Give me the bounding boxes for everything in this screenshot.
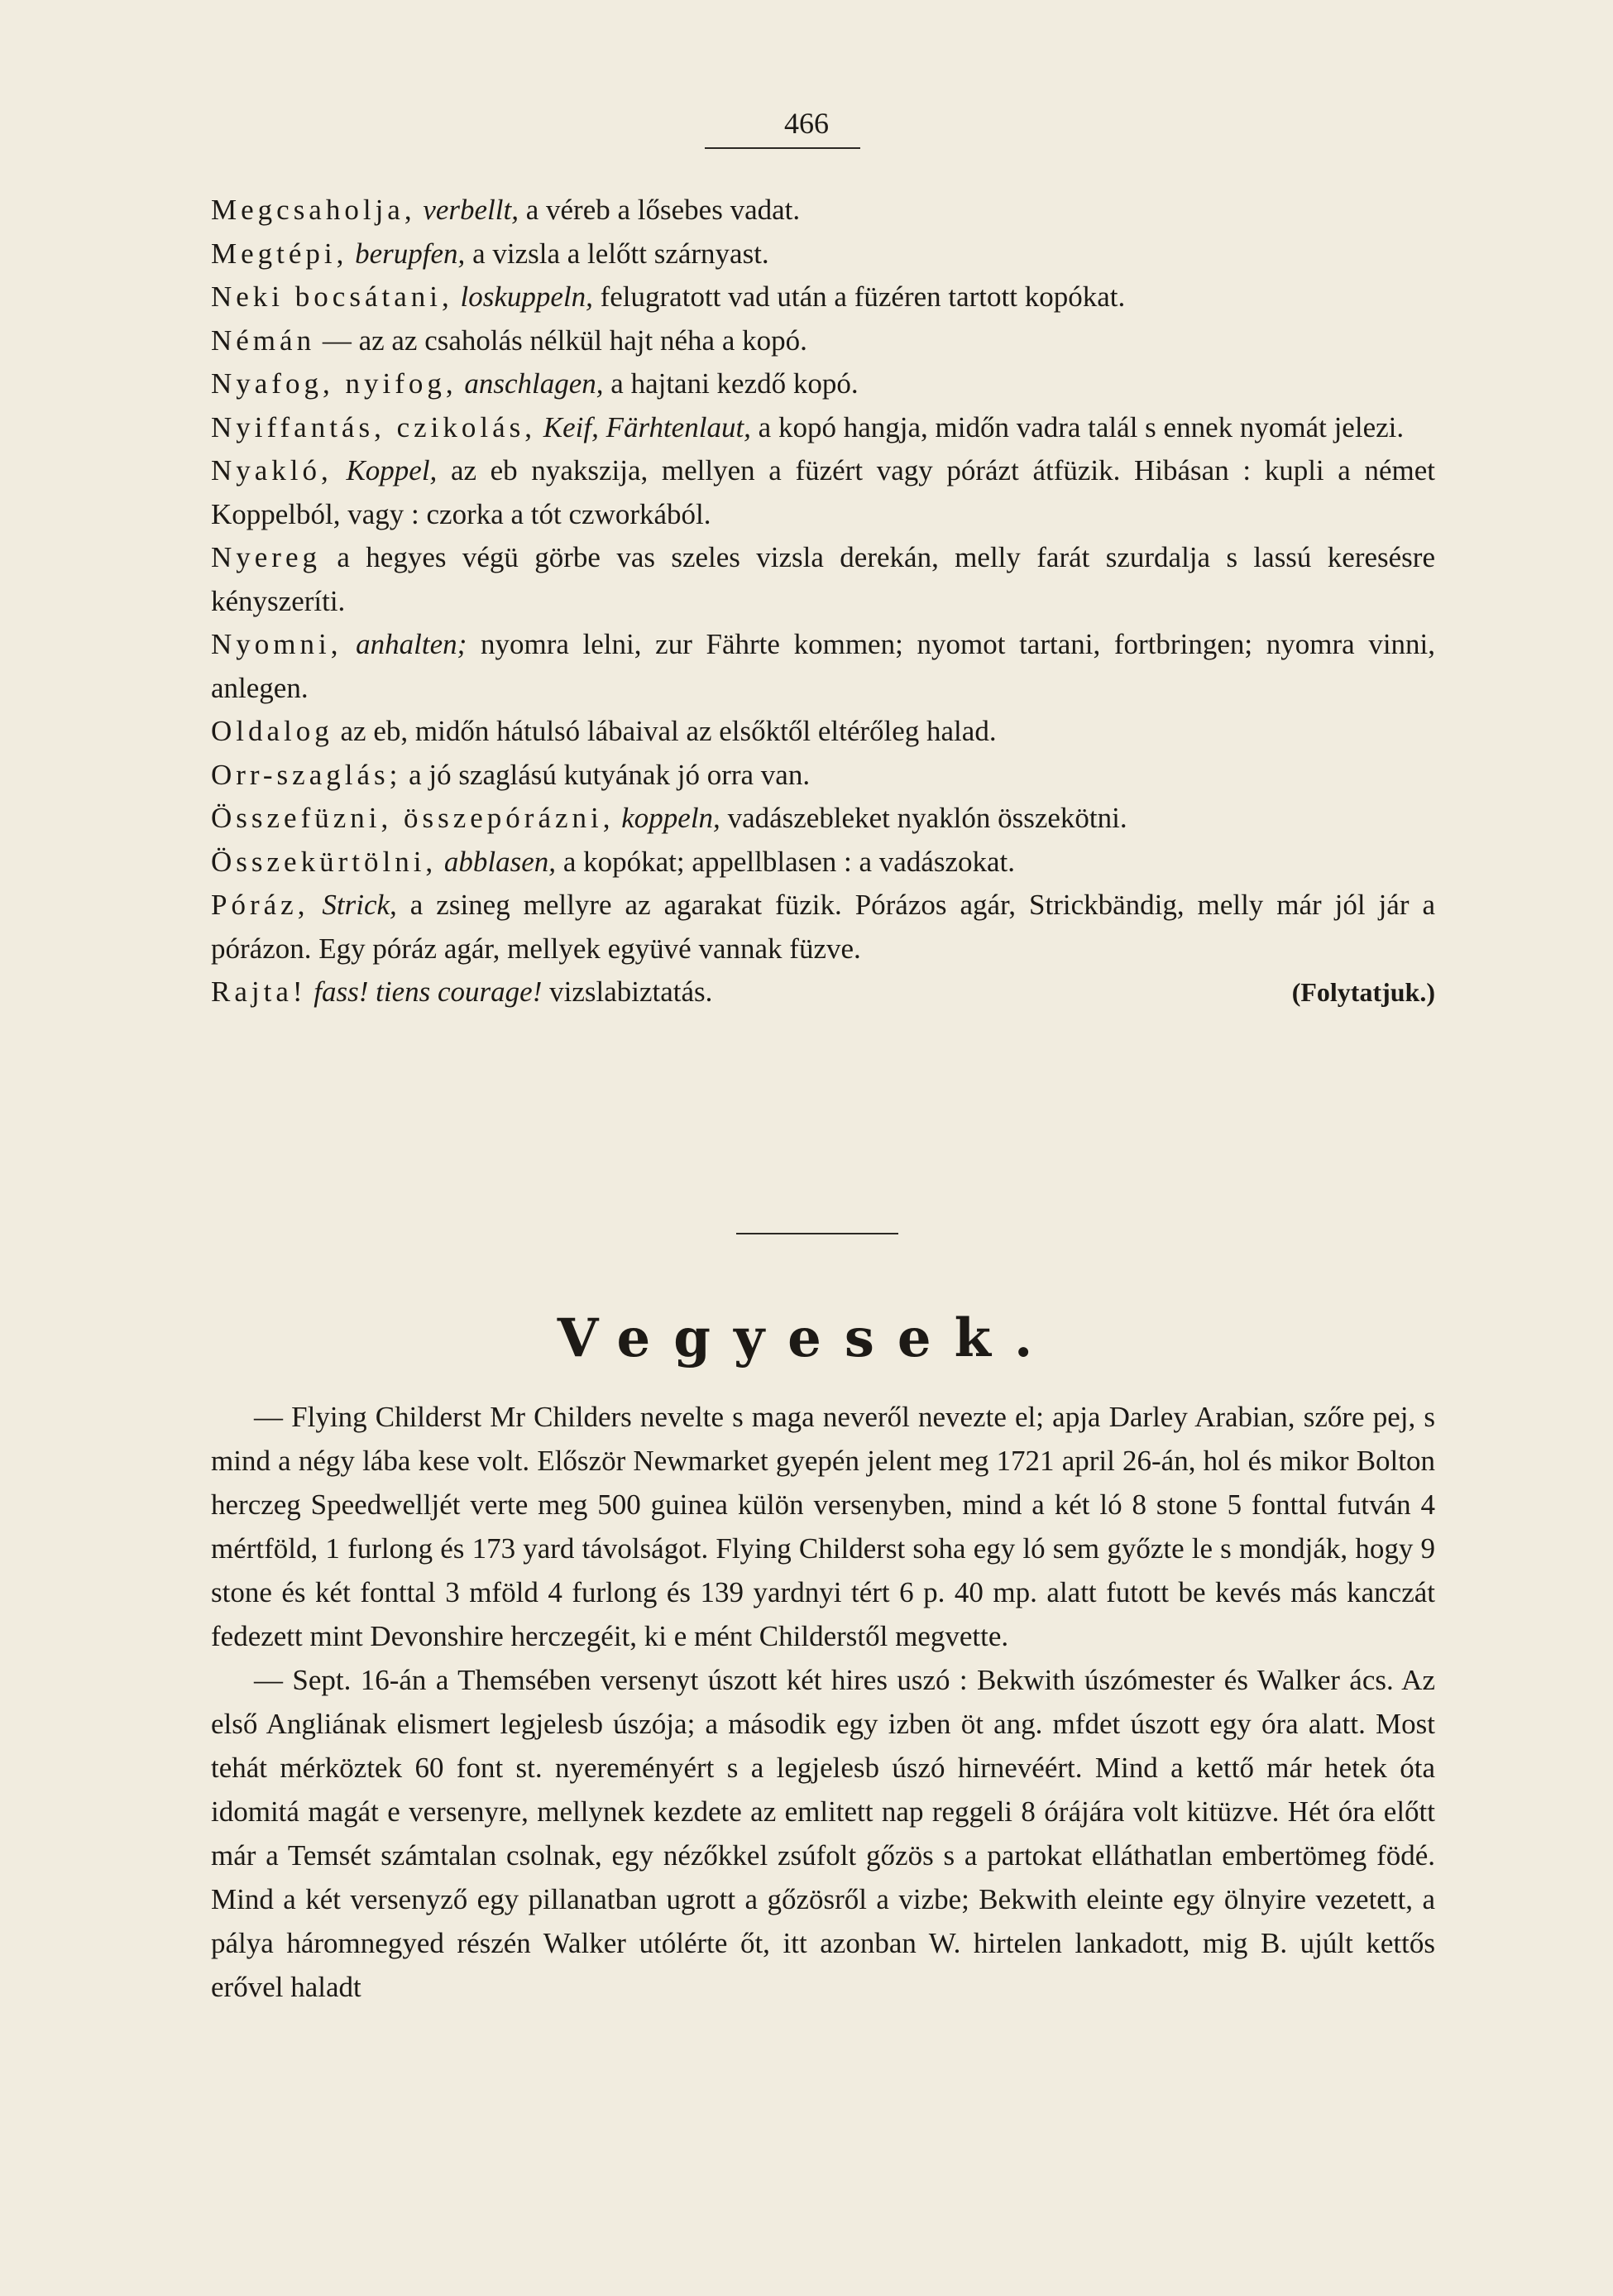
page-number: 466: [784, 107, 829, 140]
dictionary-entry: Nyomni, anhalten; nyomra lelni, zur Fährte kommen; nyomot tartani, fortbringen; nyomra vinni, anlegen.: [211, 628, 1436, 704]
dictionary-entry: Nyereg a hegyes végü görbe vas szeles vizsla derekán, melly farát szurdalja s lassú keresésre kényszeríti.: [211, 541, 1435, 617]
dictionary-entry: Nyafog, nyifog, anschlagen, a hajtani kezdő kopó.: [211, 367, 859, 400]
dictionary-entry: Nyiffantás, czikolás, Keif, Färhtenlaut, a kopó hangja, midőn vadra talál s ennek nyomát jelezi.: [211, 410, 1405, 443]
dictionary-entry: Rajta! fass! tiens courage! vizslabiztatás. (Folytatjuk.): [211, 971, 1435, 1014]
dictionary-entry: Összekürtölni, abblasen, a kopókat; appellblasen : a vadászokat.: [211, 845, 1016, 878]
dictionary-list: [211, 189, 1435, 1014]
section-title: Vegyesek.: [557, 1307, 1056, 1369]
dictionary-entry: Orr-szaglás; a jó szaglású kutyának jó orra van.: [211, 758, 811, 791]
dictionary-entry: Megtépi, berupfen, a vizsla a lelőtt szárnyast.: [211, 237, 769, 270]
dictionary-entry: Neki bocsátani, loskuppeln, felugratott vad után a füzéren tartott kopókat.: [211, 280, 1126, 313]
dictionary-entry: Póráz, Strick, a zsineg mellyre az agarakat füzik. Pórázos agár, Strickbändig, melly már jól jár a pórázon. Egy póráz agár, mellyek együvé vannak füzve.: [211, 889, 1435, 965]
header-rule: [705, 147, 860, 149]
continued-note: (Folytatjuk.): [1291, 977, 1435, 1007]
section-divider: [736, 1233, 898, 1234]
dictionary-entry: Megcsaholja, verbellt, a véreb a lősebes vadat.: [211, 194, 801, 226]
dictionary-entry: Némán — az az csaholás nélkül hajt néha a kopó.: [211, 324, 807, 357]
dictionary-entry: Összefüzni, összepórázni, koppeln, vadászebleket nyaklón összekötni.: [211, 802, 1127, 834]
article-paragraph: — Sept. 16-án a Themsében versenyt úszott két hires uszó : Bekwith úszómester és Walker ács. Az első Angliának elismert legjelesb úszója; a második egy izben öt ang. mfdet úszott egy óra alatt. Most tehát mérköztek 60 font st. nyereményért s a legjelesb úszó hirnevéért. Mind a kettő már hetek óta idomitá magát e versenyre, mellynek kezdete az emlitett nap reggeli 8 órájára volt kitüzve. Hét óra előtt már a Temsét számtalan csolnak, egy nézőkkel zsúfolt gőzös s a partokat elláthatlan embertömeg födé. Mind a két versenyző egy pillanatban ugrott a gőzösről a vizbe; Bekwith eleinte egy ölnyire vezetett, a pálya háromnegyed részén Walker utólérte őt, itt azonban W. hirtelen lankadott, mig B. ujúlt kettős erővel haladt: [211, 1664, 1435, 2003]
article-paragraph: — Flying Childerst Mr Childers nevelte s maga neveről nevezte el; apja Darley Arabian, szőre pej, s mind a négy lába kese volt. Először Newmarket gyepén jelent meg 1721 april 26-án, hol és mikor Bolton herczeg Speedwelljét verte meg 500 guinea külön versenyben, mind a két ló 8 stone 5 fonttal futván 4 mértföld, 1 furlong és 173 yard távolságot. Flying Childerst soha egy ló sem győzte le s mondják, hogy 9 stone és két fonttal 3 mföld 4 furlong és 139 yardnyi tért 6 p. 40 mp. alatt futott be kevés más kanczát fedezett mint Devonshire herczegéit, ki e mént Childerstől megvette.: [211, 1401, 1435, 1652]
dictionary-entry: Oldalog az eb, midőn hátulsó lábaival az elsőktől eltérőleg halad.: [211, 715, 997, 747]
article-body: [211, 1395, 1435, 2009]
dictionary-entry: Nyakló, Koppel, az eb nyakszija, mellyen a füzért vagy pórázt átfüzik. Hibásan : kupli a német Koppelból, vagy : czorka a tót czworkából.: [211, 454, 1435, 530]
